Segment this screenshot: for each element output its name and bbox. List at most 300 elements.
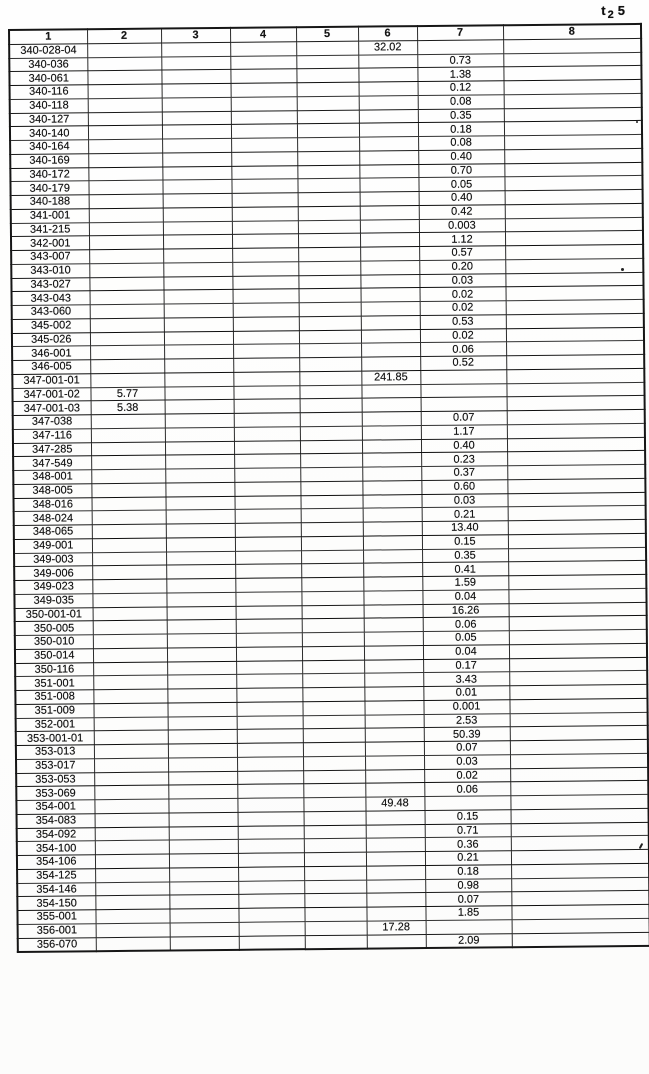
cell-col7: 0.57 — [419, 246, 505, 261]
cell-col2 — [89, 277, 163, 291]
cell-col5 — [299, 316, 361, 330]
row-label: 343-027 — [11, 277, 89, 291]
cell-col5 — [301, 522, 363, 536]
cell-col6: 49.48 — [365, 797, 424, 811]
cell-col2 — [93, 662, 167, 676]
cell-col5 — [302, 646, 364, 660]
data-table — [8, 23, 649, 953]
cell-col5 — [298, 206, 360, 220]
cell-col4 — [234, 426, 300, 440]
cell-col8 — [507, 464, 645, 479]
cell-col4 — [234, 399, 300, 413]
cell-col6 — [367, 934, 426, 949]
cell-col5 — [301, 536, 363, 550]
cell-col5 — [300, 495, 362, 509]
row-label: 347-001-02 — [12, 387, 90, 401]
cell-col7: 0.05 — [418, 177, 504, 192]
row-label: 345-002 — [12, 318, 90, 332]
cell-col3 — [164, 290, 233, 304]
cell-col7: 50.39 — [424, 727, 510, 742]
row-label: 351-009 — [15, 703, 93, 717]
cell-col8 — [506, 327, 644, 342]
cell-col4 — [233, 358, 299, 372]
cell-col3 — [166, 578, 235, 592]
cell-col6 — [359, 123, 418, 137]
cell-col3 — [162, 166, 231, 180]
cell-col8 — [506, 368, 644, 383]
cell-col2 — [91, 455, 165, 469]
cell-col8 — [509, 684, 647, 699]
cell-col6 — [364, 673, 423, 687]
cell-col7: 1.59 — [422, 576, 508, 591]
cell-col6: 17.28 — [367, 920, 426, 934]
row-label: 340-140 — [10, 126, 88, 140]
cell-col3 — [161, 56, 230, 70]
cell-col4 — [237, 784, 303, 798]
cell-col3 — [163, 193, 232, 207]
cell-col7: 0.003 — [419, 218, 505, 233]
cell-col4 — [234, 440, 300, 454]
cell-col5 — [299, 371, 361, 385]
cell-col5 — [301, 577, 363, 591]
cell-col5 — [299, 343, 361, 357]
column-header-5: 5 — [296, 27, 358, 42]
cell-col5 — [299, 330, 361, 344]
cell-col8 — [507, 396, 645, 411]
cell-col7: 0.02 — [420, 301, 506, 316]
cell-col7: 13.40 — [422, 521, 508, 536]
cell-col5 — [299, 385, 361, 399]
cell-col6 — [360, 247, 419, 261]
cell-col4 — [238, 880, 304, 894]
cell-col8 — [505, 217, 643, 232]
cell-col8 — [504, 121, 642, 136]
cell-col5 — [300, 440, 362, 454]
cell-col4 — [236, 619, 302, 633]
cell-col3 — [168, 771, 237, 785]
cell-col2 — [87, 70, 161, 84]
cell-col5 — [300, 412, 362, 426]
column-header-3: 3 — [161, 28, 230, 43]
cell-col8 — [508, 506, 646, 521]
cell-col8 — [509, 657, 647, 672]
cell-col8 — [505, 231, 643, 246]
cell-col7: 0.40 — [419, 191, 505, 206]
cell-col4 — [236, 605, 302, 619]
cell-col6 — [364, 604, 423, 618]
cell-col2 — [95, 881, 169, 895]
cell-col8 — [509, 698, 647, 713]
cell-col8 — [510, 794, 648, 809]
cell-col4 — [232, 248, 298, 262]
cell-col2 — [91, 428, 165, 442]
cell-col2 — [90, 304, 164, 318]
cell-col8 — [510, 726, 648, 741]
cell-col3 — [165, 427, 234, 441]
cell-col8 — [503, 66, 641, 81]
cell-col2 — [95, 909, 169, 923]
cell-col6 — [360, 274, 419, 288]
cell-col5 — [297, 165, 359, 179]
cell-col3 — [165, 455, 234, 469]
cell-col5 — [302, 618, 364, 632]
cell-col6 — [363, 535, 422, 549]
cell-col8 — [504, 162, 642, 177]
row-label: 340-164 — [10, 140, 88, 154]
cell-col7: 0.98 — [425, 878, 511, 893]
cell-col6: 32.02 — [358, 40, 417, 54]
cell-col5 — [300, 398, 362, 412]
cell-col3 — [162, 111, 231, 125]
cell-col5 — [302, 701, 364, 715]
cell-col3 — [168, 798, 237, 812]
row-label: 341-001 — [11, 208, 89, 222]
cell-col3 — [162, 180, 231, 194]
cell-col7: 0.21 — [422, 507, 508, 522]
cell-col5 — [299, 357, 361, 371]
row-label: 347-038 — [13, 415, 91, 429]
cell-col2 — [92, 538, 166, 552]
cell-col3 — [164, 372, 233, 386]
cell-col2 — [92, 565, 166, 579]
cell-col6 — [363, 590, 422, 604]
cell-col4 — [238, 908, 304, 922]
cell-col3 — [162, 125, 231, 139]
cell-col3 — [162, 138, 231, 152]
cell-col3 — [167, 606, 236, 620]
cell-col5 — [301, 550, 363, 564]
cell-col4 — [233, 316, 299, 330]
cell-col4 — [235, 578, 301, 592]
cell-col8 — [511, 836, 649, 851]
cell-col4 — [236, 633, 302, 647]
cell-col7: 0.06 — [423, 617, 509, 632]
cell-col5 — [303, 742, 365, 756]
row-label: 347-001-01 — [12, 373, 90, 387]
cell-col7 — [421, 397, 507, 412]
row-label: 349-001 — [14, 538, 92, 552]
cell-col2 — [88, 153, 162, 167]
cell-col7: 0.18 — [425, 864, 511, 879]
row-label: 349-023 — [14, 580, 92, 594]
cell-col6 — [358, 54, 417, 68]
cell-col4 — [239, 935, 305, 950]
cell-col4 — [230, 69, 296, 83]
row-label: 354-001 — [16, 800, 94, 814]
cell-col6 — [365, 783, 424, 797]
cell-col7: 0.03 — [421, 493, 507, 508]
cell-col5 — [304, 811, 366, 825]
cell-col4 — [237, 729, 303, 743]
cell-col2 — [93, 607, 167, 621]
row-label: 352-001 — [16, 717, 94, 731]
row-label: 353-017 — [16, 758, 94, 772]
cell-col7: 0.35 — [422, 548, 508, 563]
cell-col5 — [297, 137, 359, 151]
cell-col8 — [511, 863, 649, 878]
cell-col2 — [88, 84, 162, 98]
cell-col2 — [92, 524, 166, 538]
cell-col2 — [91, 497, 165, 511]
page-mark-letter: t — [601, 3, 608, 18]
cell-col5 — [301, 563, 363, 577]
row-label: 356-001 — [18, 923, 96, 937]
cell-col5 — [304, 880, 366, 894]
cell-col7: 0.15 — [425, 809, 511, 824]
cell-col3 — [162, 152, 231, 166]
cell-col7 — [420, 369, 506, 384]
cell-col6 — [363, 508, 422, 522]
cell-col7: 0.03 — [419, 273, 505, 288]
cell-col2 — [92, 579, 166, 593]
cell-col5 — [297, 151, 359, 165]
cell-col3 — [163, 262, 232, 276]
cell-col6 — [359, 164, 418, 178]
cell-col4 — [235, 523, 301, 537]
row-label: 356-070 — [18, 937, 96, 952]
row-label: 340-036 — [9, 57, 87, 71]
cell-col8 — [504, 148, 642, 163]
cell-col5 — [304, 866, 366, 880]
cell-col3 — [165, 441, 234, 455]
cell-col7: 0.35 — [418, 108, 504, 123]
cell-col4 — [231, 179, 297, 193]
cell-col8 — [507, 451, 645, 466]
cell-col2 — [91, 442, 165, 456]
cell-col8 — [512, 932, 649, 948]
cell-col6 — [359, 150, 418, 164]
cell-col2 — [93, 703, 167, 717]
cell-col8 — [509, 629, 647, 644]
cell-col3 — [163, 276, 232, 290]
cell-col4 — [235, 550, 301, 564]
cell-col5 — [299, 288, 361, 302]
row-label: 342-001 — [11, 236, 89, 250]
cell-col4 — [234, 413, 300, 427]
cell-col3 — [163, 235, 232, 249]
cell-col8 — [506, 341, 644, 356]
cell-col5 — [300, 453, 362, 467]
cell-col8 — [512, 918, 649, 933]
cell-col6 — [362, 480, 421, 494]
cell-col7: 3.43 — [423, 672, 509, 687]
cell-col3 — [165, 400, 234, 414]
row-label: 340-118 — [10, 98, 88, 112]
cell-col7: 0.41 — [422, 562, 508, 577]
cell-col3 — [164, 303, 233, 317]
cell-col5 — [297, 96, 359, 110]
scan-speckle — [636, 121, 638, 123]
cell-col8 — [509, 671, 647, 686]
cell-col4 — [231, 138, 297, 152]
cell-col2 — [95, 840, 169, 854]
cell-col3 — [169, 895, 238, 909]
row-label: 346-005 — [12, 360, 90, 374]
cell-col2 — [95, 826, 169, 840]
cell-col4 — [234, 495, 300, 509]
cell-col4 — [232, 220, 298, 234]
cell-col8 — [508, 533, 646, 548]
cell-col4 — [237, 715, 303, 729]
row-label: 340-179 — [10, 181, 88, 195]
row-label: 349-006 — [14, 566, 92, 580]
row-label: 354-146 — [17, 882, 95, 896]
cell-col8 — [504, 79, 642, 94]
cell-col8 — [506, 313, 644, 328]
page-mark — [601, 3, 627, 21]
table-body — [9, 38, 649, 952]
cell-col2 — [88, 139, 162, 153]
cell-col7: 0.21 — [425, 851, 511, 866]
cell-col2 — [92, 552, 166, 566]
cell-col4 — [233, 385, 299, 399]
row-label: 343-007 — [11, 250, 89, 264]
cell-col2 — [95, 868, 169, 882]
cell-col4 — [237, 770, 303, 784]
cell-col5 — [298, 261, 360, 275]
cell-col5 — [304, 893, 366, 907]
cell-col2 — [93, 689, 167, 703]
cell-col7: 0.07 — [421, 411, 507, 426]
cell-col7: 0.07 — [425, 892, 511, 907]
cell-col6: 241.85 — [361, 370, 420, 384]
cell-col2: 5.38 — [91, 400, 165, 414]
cell-col3 — [170, 922, 239, 936]
cell-col8 — [511, 822, 649, 837]
cell-col6 — [362, 453, 421, 467]
cell-col4 — [232, 261, 298, 275]
cell-col2 — [94, 758, 168, 772]
cell-col4 — [238, 853, 304, 867]
cell-col5 — [305, 921, 367, 935]
row-label: 348-024 — [14, 511, 92, 525]
cell-col6 — [359, 137, 418, 151]
cell-col7 — [420, 383, 506, 398]
row-label: 348-065 — [14, 525, 92, 539]
cell-col6 — [359, 109, 418, 123]
cell-col8 — [511, 891, 649, 906]
cell-col5 — [297, 110, 359, 124]
cell-col3 — [163, 221, 232, 235]
cell-col6 — [364, 618, 423, 632]
cell-col5 — [297, 123, 359, 137]
cell-col2 — [90, 359, 164, 373]
cell-col8 — [510, 712, 648, 727]
cell-col2 — [92, 593, 166, 607]
cell-col7: 0.40 — [421, 438, 507, 453]
cell-col2 — [89, 235, 163, 249]
cell-col6 — [363, 549, 422, 563]
cell-col3 — [164, 358, 233, 372]
cell-col2 — [88, 167, 162, 181]
cell-col8 — [503, 52, 641, 67]
cell-col6 — [364, 632, 423, 646]
cell-col4 — [234, 481, 300, 495]
cell-col7: 0.08 — [418, 136, 504, 151]
cell-col4 — [236, 701, 302, 715]
cell-col8 — [507, 409, 645, 424]
row-label: 341-215 — [11, 222, 89, 236]
cell-col3 — [167, 620, 236, 634]
cell-col8 — [507, 423, 645, 438]
cell-col5 — [302, 660, 364, 674]
cell-col3 — [167, 688, 236, 702]
cell-col5 — [296, 41, 358, 55]
row-label: 345-026 — [12, 332, 90, 346]
cell-col5 — [296, 68, 358, 82]
cell-col2 — [91, 414, 165, 428]
cell-col5 — [302, 673, 364, 687]
cell-col6 — [360, 260, 419, 274]
cell-col7: 0.17 — [423, 658, 509, 673]
row-label: 354-100 — [17, 841, 95, 855]
cell-col8 — [509, 643, 647, 658]
cell-col7 — [424, 796, 510, 811]
cell-col8 — [507, 492, 645, 507]
scanned-table-sheet — [8, 23, 649, 953]
cell-col6 — [364, 645, 423, 659]
cell-col3 — [167, 633, 236, 647]
cell-col5 — [305, 935, 367, 950]
cell-col3 — [168, 730, 237, 744]
cell-col4 — [238, 811, 304, 825]
cell-col3 — [168, 785, 237, 799]
cell-col5 — [300, 481, 362, 495]
cell-col7: 0.20 — [419, 259, 505, 274]
cell-col4 — [232, 193, 298, 207]
cell-col6 — [365, 728, 424, 742]
cell-col6 — [360, 192, 419, 206]
cell-col3 — [169, 853, 238, 867]
cell-col6 — [359, 82, 418, 96]
cell-col5 — [298, 220, 360, 234]
column-header-2: 2 — [87, 29, 161, 44]
cell-col5 — [302, 605, 364, 619]
cell-col6 — [359, 95, 418, 109]
cell-col2 — [91, 483, 165, 497]
cell-col6 — [365, 714, 424, 728]
cell-col8 — [508, 519, 646, 534]
cell-col7: 0.37 — [421, 466, 507, 481]
cell-col8 — [508, 561, 646, 576]
cell-col7: 0.53 — [420, 314, 506, 329]
cell-col4 — [234, 454, 300, 468]
cell-col2 — [96, 936, 170, 951]
cell-col2 — [91, 469, 165, 483]
cell-col2 — [93, 620, 167, 634]
cell-col6 — [360, 205, 419, 219]
cell-col6 — [366, 852, 425, 866]
cell-col5 — [303, 728, 365, 742]
cell-col8 — [509, 602, 647, 617]
cell-col6 — [362, 439, 421, 453]
row-label: 348-016 — [14, 497, 92, 511]
cell-col8 — [511, 904, 649, 919]
row-label: 343-043 — [12, 291, 90, 305]
column-header-1: 1 — [9, 29, 87, 44]
cell-col8 — [505, 244, 643, 259]
cell-col6 — [366, 810, 425, 824]
cell-col7: 0.12 — [418, 81, 504, 96]
cell-col2 — [90, 318, 164, 332]
row-label: 349-003 — [14, 552, 92, 566]
cell-col7 — [417, 39, 503, 54]
cell-col7: 0.70 — [418, 163, 504, 178]
row-label: 353-001-01 — [16, 731, 94, 745]
row-label: 353-053 — [16, 772, 94, 786]
row-label: 348-005 — [13, 483, 91, 497]
cell-col7 — [426, 919, 512, 934]
